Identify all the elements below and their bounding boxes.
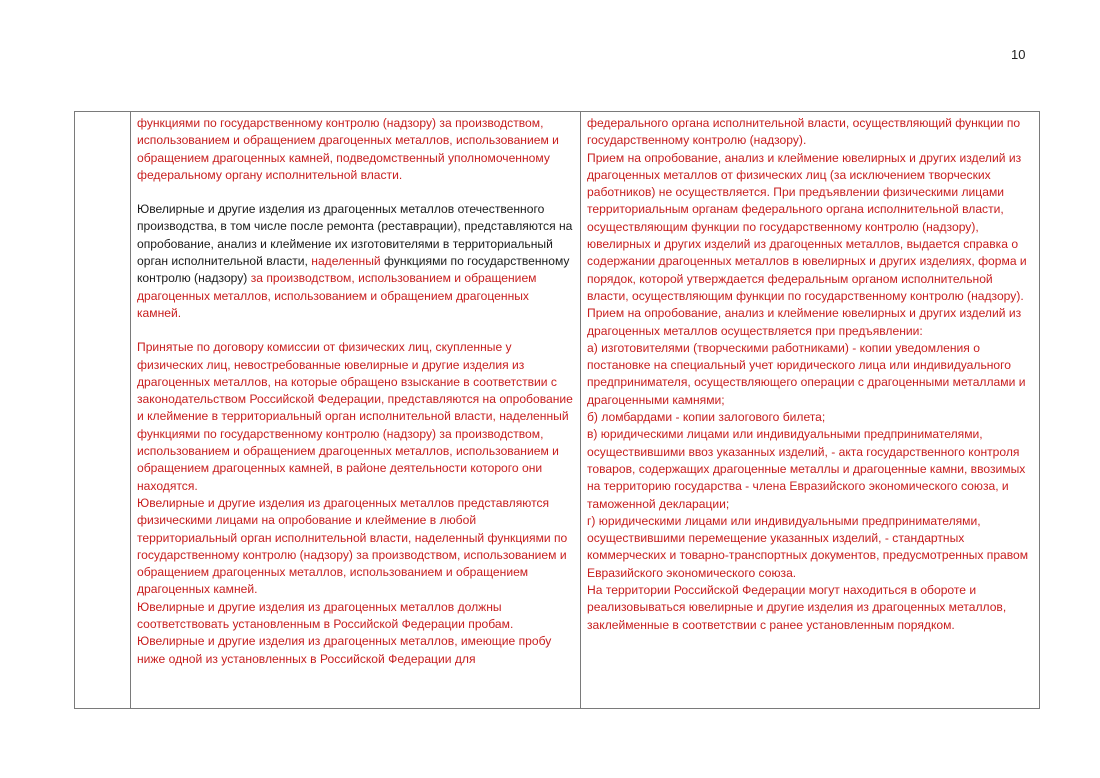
left-text-fragment: Ювелирные и другие изделия из драгоценных металлов отечественного производства, в том числе после ремонта (реставрации), представляются на опробование, анализ и клеймение их изготовителями в территориальный орган исполнительной власти, [137, 202, 573, 269]
row-number-cell [75, 112, 131, 709]
right-paragraph: Прием на опробование, анализ и клеймение ювелирных и других изделий из драгоценных металлов от физических лиц (за исключением творческих работников) не осуществляется. При предъявлении физическими лицами территориальным органам федерального органа исполнительной власти, осуществляющим функции по государственному контролю (надзору), ювелирных и других изделий из драгоценных металлов, выдается справка о содержании драгоценных металлов в ювелирных и других изделиях, форма и порядок, которой утверждается федеральным органом исполнительной власти, осуществляющим функции по государственному контролю (надзору). [587, 150, 1027, 303]
left-paragraph-mixed [137, 201, 574, 322]
right-list-item: в) юридическими лицами или индивидуальными предпринимателями, осуществившими ввоз указанных изделий, - акта государственного контроля товаров, содержащих драгоценные металлы и драгоценные камни, ввозимых на территорию государства - члена Евразийского экономического союза, и таможенной декларации; [587, 427, 1026, 511]
left-paragraph: Ювелирные и другие изделия из драгоценных металлов, имеющие пробу ниже одной из установленных в Российской Федерации для [137, 634, 552, 666]
comparison-table [74, 111, 1040, 709]
left-text-fragment: функциями [384, 254, 448, 269]
right-list-item: а) изготовителями (творческими работниками) - копии уведомления о постановке на специальный учет юридического лица или индивидуального предпринимателя, осуществляющего операции с драгоценными металлами и драгоценными камнями; [587, 340, 1026, 407]
right-list-item: б) ломбардами - копии залогового билета; [587, 410, 826, 425]
left-paragraph: Принятые по договору комиссии от физических лиц, скупленные у физических лиц, невостребованные ювелирные и другие изделия из драгоценных металлов, на которые обращено взыскание в соответствии с законодательством Российской Федерации, представляются на опробование и клеймение в территориальный орган исполнительной власти, наделенный функциями по государственному контролю (надзору) за производством, использованием и обращением драгоценных металлов, использованием и обращением драгоценных камней, в районе деятельности которого они находятся. [137, 340, 573, 493]
new-text-cell [581, 112, 1040, 709]
left-paragraph: функциями по государственному контролю (надзору) за производством, использованием и обращением драгоценных металлов, использованием и обращением драгоценных камней, подведомственный уполномоченному федеральному органу исполнительной власти. [137, 116, 559, 182]
left-text-fragment-changed: наделенный [311, 254, 381, 269]
table-row [75, 112, 1040, 709]
left-text-fragment: по государственному контролю (надзору) [137, 254, 570, 286]
current-text-cell [131, 112, 581, 709]
right-list-item: г) юридическими лицами или индивидуальными предпринимателями, осуществившими перемещение указанных изделий, - стандартных коммерческих и товарно-транспортных документов, предусмотренных правом Евразийского экономического союза. [587, 513, 1029, 580]
right-paragraph: федерального органа исполнительной власти, осуществляющий функции по государственному контролю (надзору). [587, 116, 1021, 148]
page-number: 10 [1011, 47, 1026, 62]
right-paragraph: Прием на опробование, анализ и клеймение ювелирных и других изделий из драгоценных металлов осуществляется при предъявлении: [587, 306, 1022, 338]
left-paragraph: Ювелирные и другие изделия из драгоценных металлов представляются физическими лицами на опробование и клеймение в любой территориальный орган исполнительной власти, наделенный функциями по государственному контролю (надзору) за производством, использованием и обращением драгоценных металлов, использованием и обращением драгоценных камней. [137, 495, 568, 597]
left-paragraph: Ювелирные и другие изделия из драгоценных металлов должны соответствовать установленным в Российской Федерации пробам. [137, 599, 514, 632]
left-text-fragment-changed: за производством, использованием и обращением драгоценных металлов, использованием и обращением драгоценных камней. [137, 271, 537, 320]
right-paragraph: На территории Российской Федерации могут находиться в обороте и реализовываться ювелирные и другие изделия из драгоценных металлов, заклейменные в соответствии с ранее установленным порядком. [587, 583, 1007, 632]
